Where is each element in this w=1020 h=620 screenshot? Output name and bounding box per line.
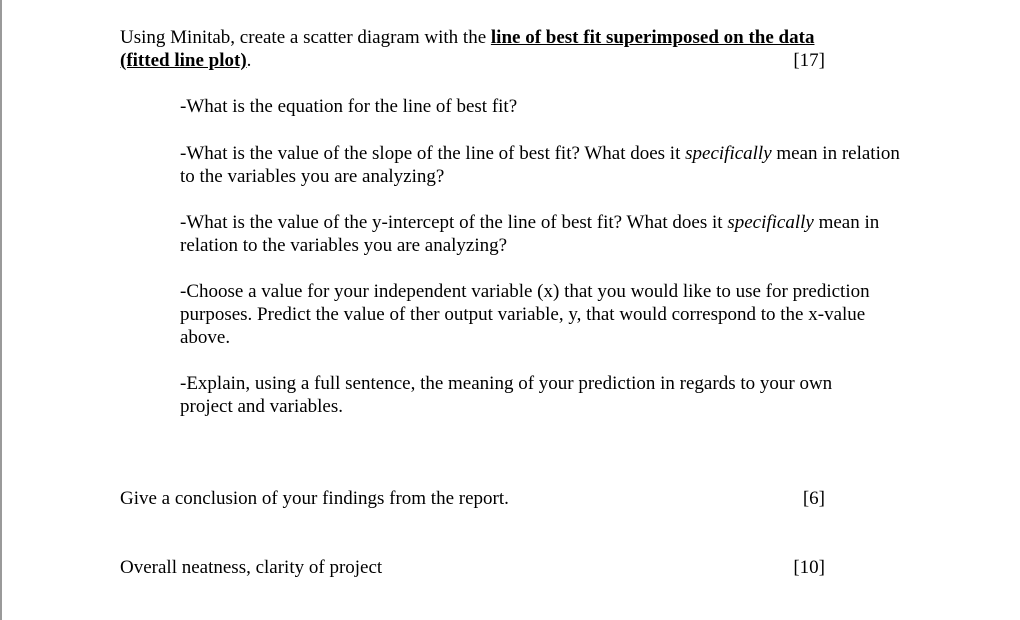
instruction-marks: [17] (793, 50, 825, 71)
conclusion-text: Give a conclusion of your findings from the report. (120, 488, 509, 509)
question-slope-emphasis: specifically (685, 143, 772, 164)
question-intercept-emphasis: specifically (727, 212, 814, 233)
neatness-marks: [10] (793, 557, 825, 578)
instruction-underlined-part-2: (fitted line plot) (120, 50, 247, 71)
question-slope-text-2: mean in relation to the variables you are analyzing? (180, 143, 900, 187)
neatness-text: Overall neatness, clarity of project (120, 557, 383, 578)
conclusion-marks: [6] (802, 488, 825, 509)
instruction-text: Using Minitab, create a scatter diagram with the (120, 27, 491, 48)
question-prediction: -Choose a value for your independent variable (x) that you would like to use for prediction purposes. Predict the value of ther output variable, y, that would correspond to the x-value above. (180, 281, 870, 348)
question-slope (180, 142, 900, 188)
question-equation: -What is the equation for the line of best fit? (180, 96, 518, 117)
question-intercept-text-2: mean in relation to the variables you are analyzing? (180, 212, 880, 256)
question-intercept-text-1: -What is the value of the y-intercept of the line of best fit? What does it (180, 212, 728, 233)
question-explain: -Explain, using a full sentence, the meaning of your prediction in regards to your own project and variables. (180, 373, 833, 417)
instruction-underlined-part-1: line of best fit superimposed on the data (490, 27, 815, 48)
instruction-heading (120, 26, 860, 72)
question-slope-text-1: -What is the value of the slope of the line of best fit? What does it (180, 143, 686, 164)
question-intercept (180, 211, 880, 257)
page-left-border (0, 0, 2, 620)
instruction-period: . (246, 50, 252, 71)
